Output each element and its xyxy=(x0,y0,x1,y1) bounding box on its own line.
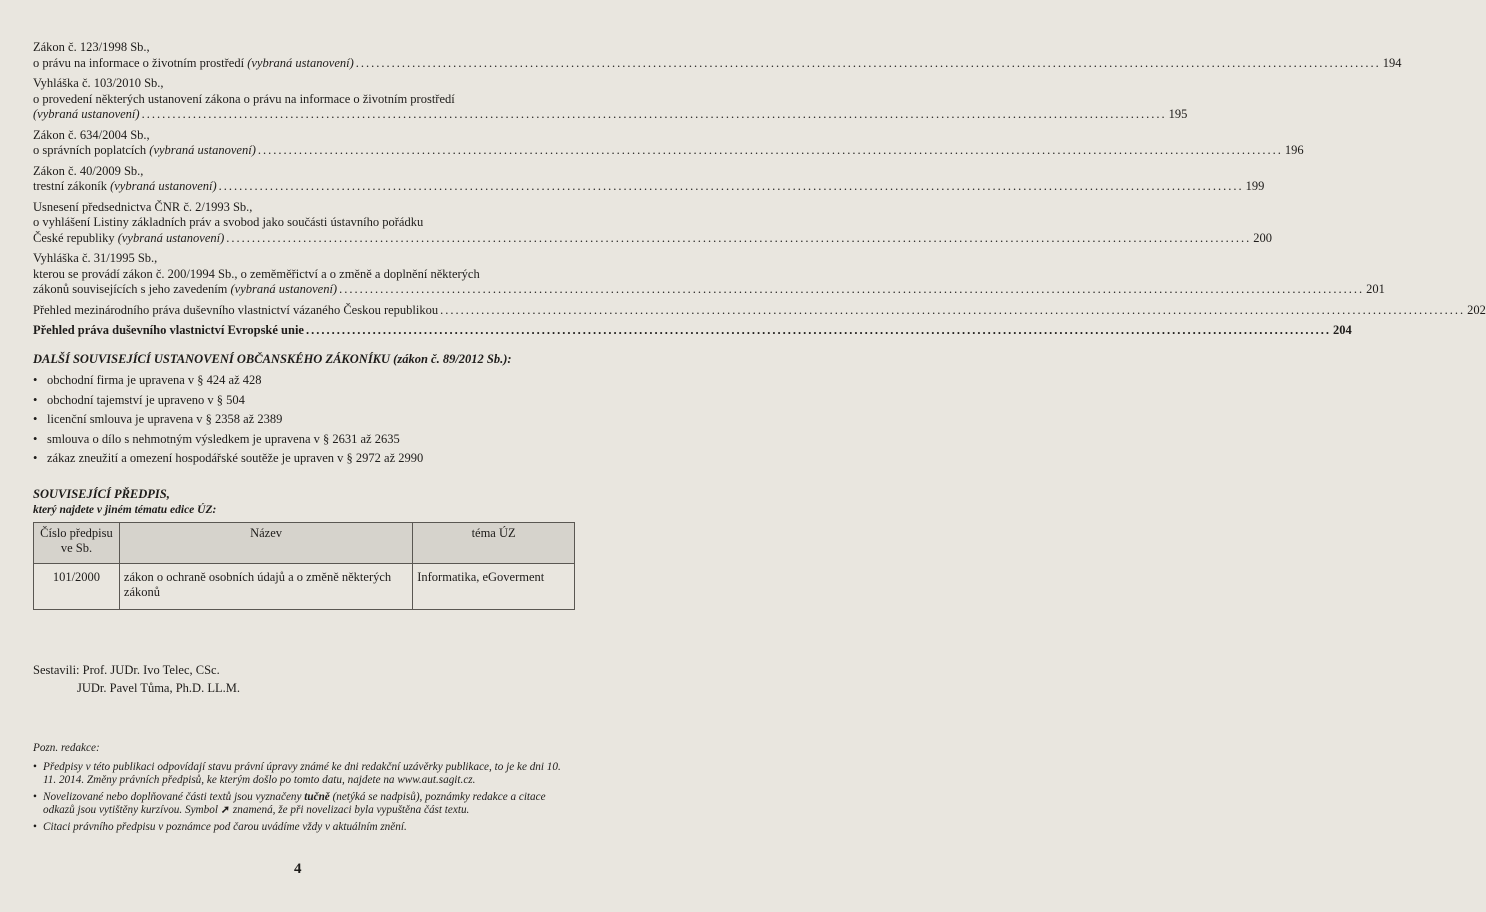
table-header-row xyxy=(34,523,575,564)
page-number: 4 xyxy=(294,861,302,877)
toc-entry-line: Vyhláška č. 31/1995 Sb., xyxy=(33,251,158,265)
toc-entry-text: Přehled práva duševního vlastnictví Evropské unie xyxy=(33,323,304,337)
list-item: • licenční smlouva je upravena v § 2358 až 2389 xyxy=(33,412,283,426)
toc-entry-leader-line xyxy=(33,282,1385,298)
toc-page-number: 195 xyxy=(1168,107,1188,121)
column-header-title: Název xyxy=(119,523,412,564)
table-cell: Informatika, eGoverment xyxy=(413,564,575,610)
toc-entry-line: Zákon č. 40/2009 Sb., xyxy=(33,163,144,178)
table-cell: 101/2000 xyxy=(34,564,120,610)
toc-entry xyxy=(33,251,1385,298)
toc-entry-text: České republiky (vybraná ustanovení) xyxy=(33,230,225,245)
list-item: • smlouva o dílo s nehmotným výsledkem je upravena v § 2631 až 2635 xyxy=(33,431,400,446)
toc-page-number: 196 xyxy=(1284,143,1304,157)
toc-entry-line: o provedení některých ustanovení zákona o právu na informace o životním prostředí xyxy=(33,91,455,106)
column-header-number: Číslo předpisu ve Sb. xyxy=(34,523,120,564)
toc-entry xyxy=(33,40,1402,71)
dot-leader: ........................................................................................................................................................................................................ xyxy=(141,107,1167,121)
toc-page-number: 204 xyxy=(1332,323,1352,337)
toc-entry xyxy=(33,76,1188,123)
toc-entry xyxy=(33,323,1352,339)
toc-page-number: 200 xyxy=(1253,230,1273,245)
notes-title: Pozn. redakce: xyxy=(33,742,100,754)
dot-leader: ........................................................................................................................................................................................................ xyxy=(305,323,1331,337)
toc-entry-text: o správních poplatcích (vybraná ustanovení) xyxy=(33,143,256,157)
editorial-notes xyxy=(33,742,573,837)
toc-entry-leader-line xyxy=(33,55,1402,72)
toc-entry-text: o právu na informace o životním prostředí (vybraná ustanovení) xyxy=(33,55,354,70)
omission-arrow-icon: ➚ xyxy=(220,804,231,816)
dot-leader: ........................................................................................................................................................................................................ xyxy=(218,179,1244,193)
list-item: • obchodní firma je upravena v § 424 až 428 xyxy=(33,373,262,387)
related-regulation-table xyxy=(33,522,575,610)
note-item: • Citaci právního předpisu v poznámce pod čarou uvádíme vždy v aktuálním znění. xyxy=(33,820,407,833)
table-of-contents xyxy=(33,40,1486,344)
table-cell: zákon o ochraně osobních údajů a o změně některých zákonů xyxy=(119,564,412,610)
dot-leader: ........................................................................................................................................................................................................ xyxy=(440,302,1466,317)
toc-entry-leader-line xyxy=(33,143,1304,159)
toc-entry-text: trestní zákoník (vybraná ustanovení) xyxy=(33,179,217,193)
related-regulation-heading: SOUVISEJÍCÍ PŘEDPIS, xyxy=(33,487,170,501)
toc-page-number: 194 xyxy=(1382,55,1402,70)
toc-entry-leader-line xyxy=(33,179,1265,195)
toc-page-number: 202 xyxy=(1467,302,1486,317)
compiler-line: Sestavili: Prof. JUDr. Ivo Telec, CSc. xyxy=(33,663,220,677)
note-item: • Předpisy v této publikaci odpovídají stavu právní úpravy známé ke dni redakční uzávěrky publikace, to je ke dni 10. 11. 2014. Změny právních předpisů, ke kterým došlo po tomto datu, najdete na www.aut.sagit.cz. xyxy=(33,760,561,786)
toc-entry-line: Zákon č. 123/1998 Sb., xyxy=(33,40,150,54)
compilers xyxy=(33,661,240,697)
toc-entry-leader-line xyxy=(33,302,1486,319)
toc-entry-line: o vyhlášení Listiny základních práv a svobod jako součásti ústavního pořádku xyxy=(33,215,424,229)
column-header-topic: téma ÚZ xyxy=(413,523,575,564)
list-item: • obchodní tajemství je upraveno v § 504 xyxy=(33,392,245,407)
toc-entry-line: Zákon č. 634/2004 Sb., xyxy=(33,127,150,142)
toc-entry xyxy=(33,163,1265,195)
toc-entry-line: Vyhláška č. 103/2010 Sb., xyxy=(33,76,164,90)
toc-entry-text: zákonů souvisejících s jeho zavedením (vybraná ustanovení) xyxy=(33,282,338,296)
toc-entry-text: (vybraná ustanovení) xyxy=(33,107,140,121)
compiler-line: JUDr. Pavel Tůma, Ph.D. LL.M. xyxy=(77,681,240,695)
toc-entry-text: Přehled mezinárodního práva duševního vlastnictví vázaného Českou republikou xyxy=(33,302,439,317)
toc-entry-line: kterou se provádí zákon č. 200/1994 Sb., o zeměměřictví a o změně a doplnění některých xyxy=(33,266,480,281)
list-item: • zákaz zneužití a omezení hospodářské soutěže je upraven v § 2972 až 2990 xyxy=(33,451,424,465)
table-row xyxy=(34,564,575,610)
civil-code-section-heading: DALŠÍ SOUVISEJÍCÍ USTANOVENÍ OBČANSKÉHO ZÁKONÍKU (zákon č. 89/2012 Sb.): xyxy=(33,352,512,366)
toc-entry-leader-line xyxy=(33,323,1352,339)
toc-entry-leader-line xyxy=(33,107,1188,123)
dot-leader: ........................................................................................................................................................................................................ xyxy=(355,55,1381,70)
related-regulation-subheading: který najdete v jiném tématu edice ÚZ: xyxy=(33,504,217,516)
toc-entry xyxy=(33,302,1486,319)
dot-leader: ........................................................................................................................................................................................................ xyxy=(339,282,1365,296)
dot-leader: ........................................................................................................................................................................................................ xyxy=(226,230,1252,245)
dot-leader: ........................................................................................................................................................................................................ xyxy=(257,143,1283,157)
toc-entry xyxy=(33,127,1304,159)
toc-page-number: 199 xyxy=(1245,179,1265,193)
toc-entry-line: Usnesení předsednictva ČNR č. 2/1993 Sb., xyxy=(33,199,253,214)
civil-code-provisions-list xyxy=(33,371,423,469)
toc-page-number: 201 xyxy=(1366,282,1385,296)
note-item: • Novelizované nebo doplňované části textů jsou vyznačeny tučně (netýká se nadpisů), poznámky redakce a citace odkazů jsou vytištěny kurzívou. Symbol ➚ znamená, že při novelizaci byla vypuštěna část textu. xyxy=(33,790,546,816)
toc-entry xyxy=(33,199,1273,247)
toc-entry-leader-line xyxy=(33,230,1273,247)
